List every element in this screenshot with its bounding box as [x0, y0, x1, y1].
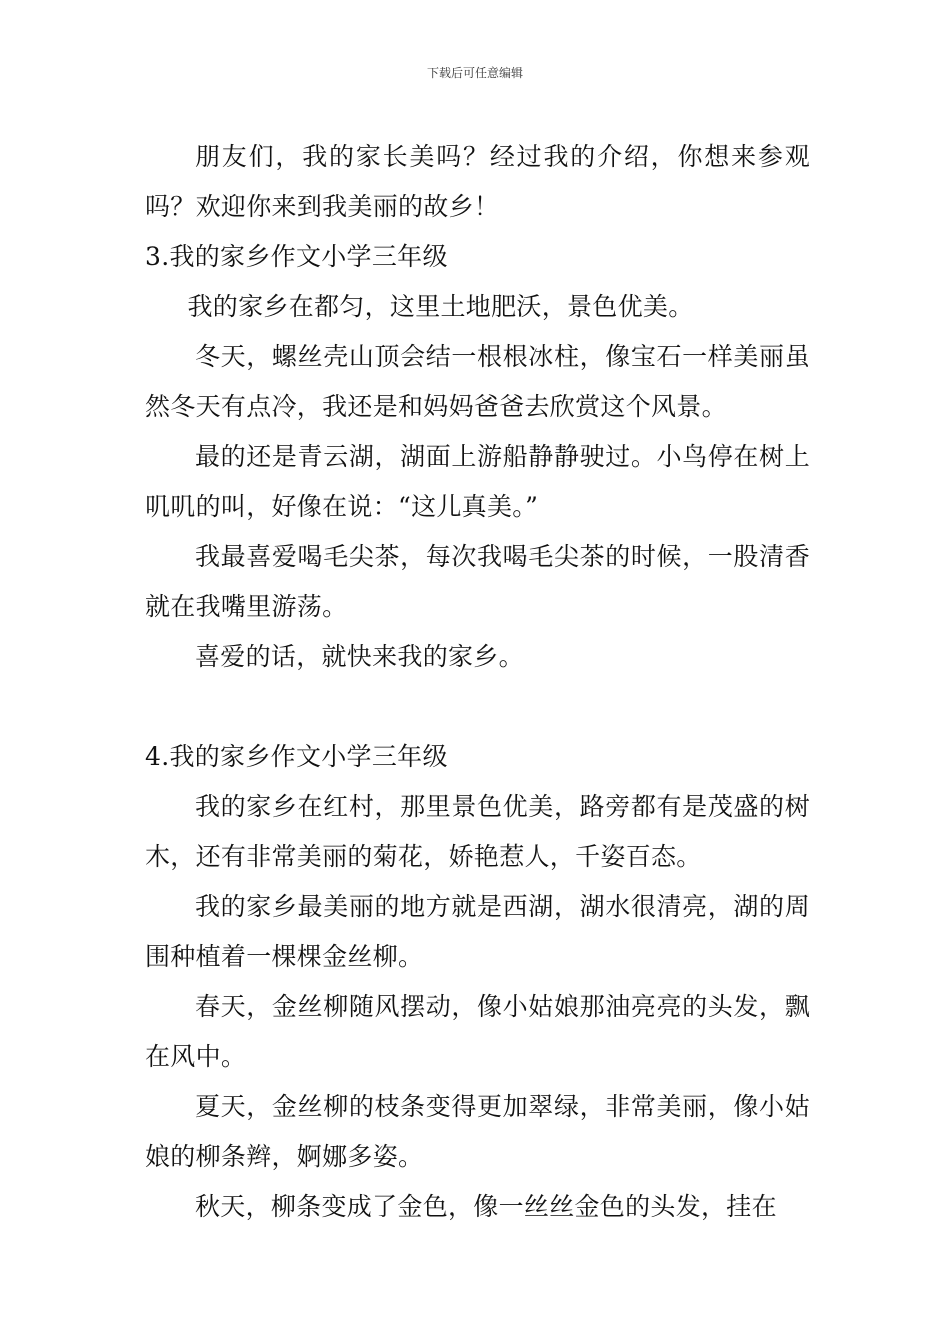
section-spacer	[145, 682, 810, 732]
section-4-paragraph-2: 我的家乡最美丽的地方就是西湖，湖水很清亮，湖的周围种植着一棵棵金丝柳。	[145, 892, 810, 971]
section-4-paragraph-5: 秋天，柳条变成了金色，像一丝丝金色的头发，挂在	[195, 1192, 777, 1221]
intro-paragraph: 朋友们，我的家长美吗？经过我的介绍，你想来参观吗？欢迎你来到我美丽的故乡！	[145, 142, 810, 221]
section-4-paragraph-3: 春天，金丝柳随风摆动，像小姑娘那油亮亮的头发，飘在风中。	[145, 992, 810, 1071]
section-3-title: 3.我的家乡作文小学三年级	[145, 242, 448, 271]
section-4-paragraph-4: 夏天，金丝柳的枝条变得更加翠绿，非常美丽，像小姑娘的柳条辫，婀娜多姿。	[145, 1092, 810, 1171]
section-4-title: 4.我的家乡作文小学三年级	[145, 742, 448, 771]
section-3-paragraph-2: 冬天，螺丝壳山顶会结一根根冰柱，像宝石一样美丽虽然冬天有点冷，我还是和妈妈爸爸去欣赏这个风景。	[145, 342, 810, 421]
section-3-paragraph-5: 喜爱的话，就快来我的家乡。	[195, 642, 524, 671]
section-4-paragraph-1: 我的家乡在红村，那里景色优美，路旁都有是茂盛的树木，还有非常美丽的菊花，娇艳惹人，千姿百态。	[145, 792, 810, 871]
page-header: 下载后可任意编辑	[426, 66, 523, 80]
section-3-paragraph-1: 我的家乡在都匀，这里土地肥沃，景色优美。	[187, 292, 694, 321]
section-3-paragraph-4: 我最喜爱喝毛尖茶，每次我喝毛尖茶的时候，一股清香就在我嘴里游荡。	[145, 542, 810, 621]
section-3-paragraph-3: 最的还是青云湖，湖面上游船静静驶过。小鸟停在树上叽叽的叫，好像在说：“这儿真美。”	[145, 442, 810, 521]
document-body	[145, 132, 810, 1232]
